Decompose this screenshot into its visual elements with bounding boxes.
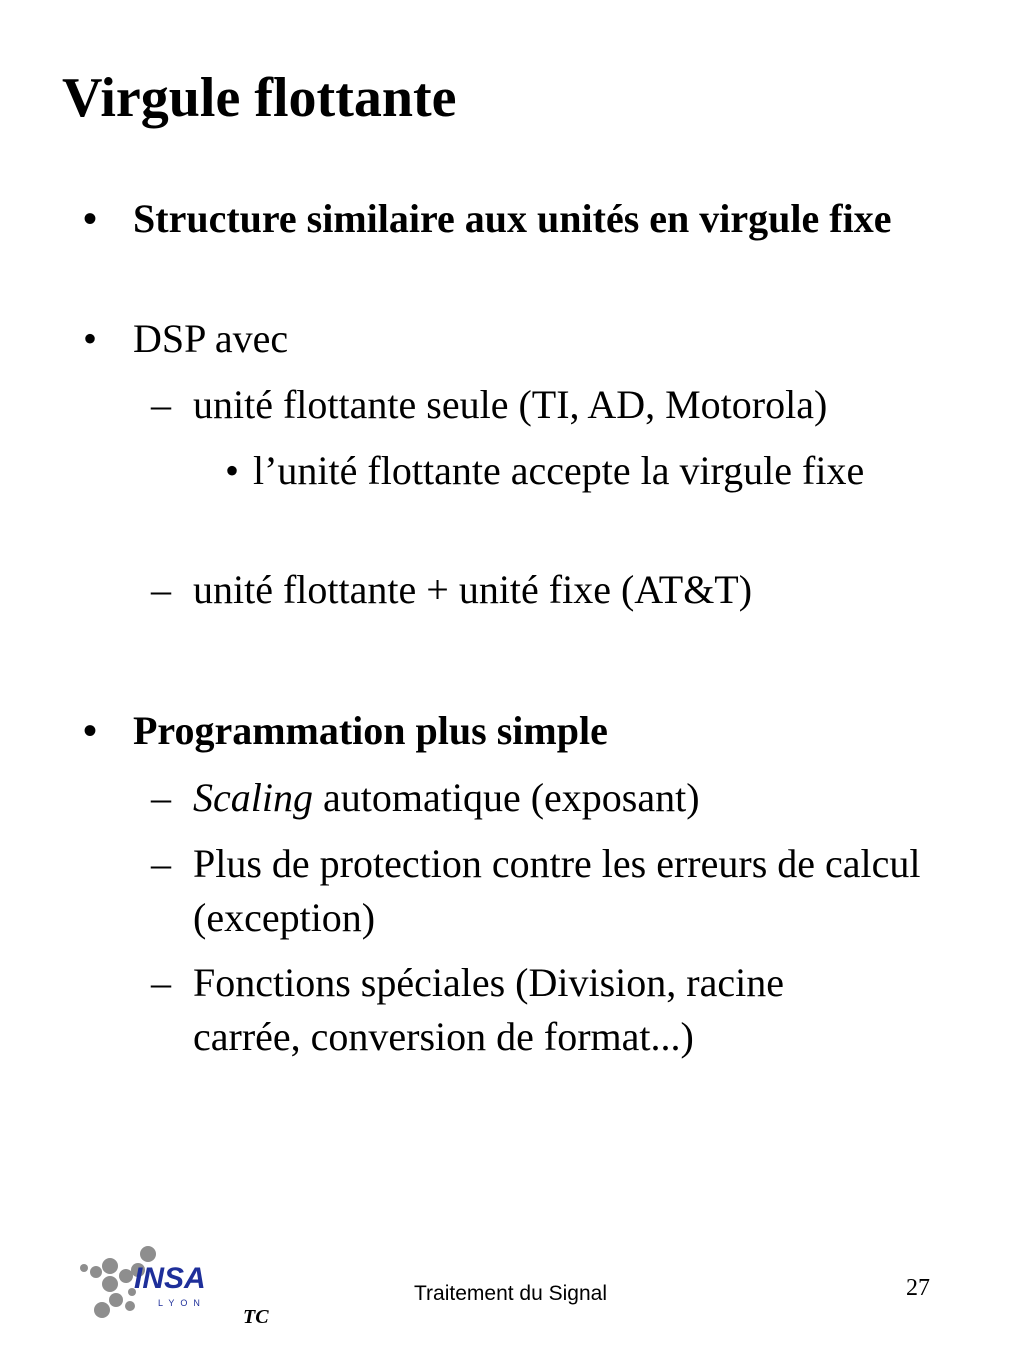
subbullet-unite-flottante	[151, 378, 953, 432]
bullet-text: DSP avec	[133, 316, 289, 361]
bullet-text: Programmation plus simple	[133, 708, 608, 753]
insa-logo	[76, 1246, 236, 1326]
subbullet-protection	[151, 837, 933, 945]
subbullet-fonctions-speciales	[151, 956, 893, 1064]
dash-marker: –	[151, 841, 171, 886]
bullet-text: Plus de protection contre les erreurs de calcul (exception)	[193, 841, 921, 940]
bullet-text: l’unité flottante accepte la virgule fixe	[253, 448, 865, 493]
bullet-marker: •	[83, 708, 98, 753]
slide-title: Virgule flottante	[62, 67, 457, 129]
logo-lyon-text: LYON	[158, 1298, 206, 1308]
dash-marker: –	[151, 567, 171, 612]
footer-course-title: Traitement du Signal	[414, 1282, 607, 1305]
bullet-text: Structure similaire aux unités en virgule fixe	[133, 196, 892, 241]
bullet-text: unité flottante seule (TI, AD, Motorola)	[193, 382, 828, 427]
logo-insa-text: INSA	[134, 1262, 206, 1295]
subbullet-scaling	[151, 771, 953, 825]
subbullet-unite-fixe	[151, 563, 953, 617]
subsubbullet-accepte-virgule	[225, 444, 893, 498]
bullet-dsp	[83, 312, 933, 366]
bullet-marker: •	[225, 448, 240, 493]
dash-marker: –	[151, 775, 171, 820]
bullet-text: unité flottante + unité fixe (AT&T)	[193, 567, 753, 612]
bullet-marker: •	[83, 316, 98, 361]
department-label: TC	[243, 1306, 269, 1328]
dash-marker: –	[151, 382, 171, 427]
bullet-marker: •	[83, 196, 98, 241]
bullet-structure	[83, 192, 933, 246]
emphasis-text: Scaling	[193, 775, 313, 820]
bullet-text: automatique (exposant)	[312, 775, 700, 820]
bullet-programmation	[83, 704, 933, 758]
dash-marker: –	[151, 960, 171, 1005]
page-number: 27	[906, 1275, 930, 1301]
bullet-text: Fonctions spéciales (Division, racine carrée, conversion de format...)	[193, 960, 784, 1059]
